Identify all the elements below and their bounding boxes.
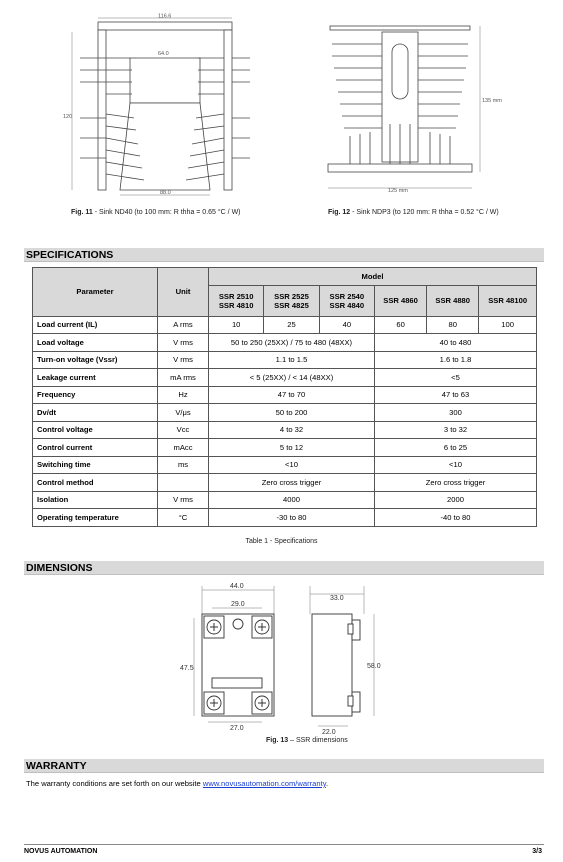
- side-dim-height: 58.0: [367, 663, 381, 670]
- row-value-left: <10: [209, 456, 375, 474]
- row-value-right: Zero cross trigger: [375, 474, 537, 492]
- specifications-table: [32, 267, 537, 527]
- side-dim-bottom: 22.0: [322, 729, 336, 736]
- row-value-right: <10: [375, 456, 537, 474]
- front-dim-width: 44.0: [230, 583, 244, 590]
- row-param: Load voltage: [33, 334, 158, 352]
- row-value-left: 4 to 32: [209, 421, 375, 439]
- nd40-dim-inner: 64.0: [158, 51, 169, 57]
- row-value-right: 40 to 480: [375, 334, 537, 352]
- row-value-left: 47 to 70: [209, 386, 375, 404]
- side-dim-depth: 33.0: [330, 595, 344, 602]
- row-param: Leakage current: [33, 369, 158, 387]
- front-dim-bottom: 27.0: [230, 725, 244, 732]
- row-unit: [158, 474, 209, 492]
- row-value-left: 5 to 12: [209, 439, 375, 457]
- row-unit: Hz: [158, 386, 209, 404]
- heatsink-ndp3-drawing: [320, 24, 510, 196]
- footer-divider: [24, 844, 544, 845]
- row-unit: V rms: [158, 351, 209, 369]
- row-param: Control method: [33, 474, 158, 492]
- unit-header: Unit: [158, 268, 209, 317]
- table-row: [33, 491, 537, 509]
- model-col-2: SSR 2525 SSR 4825: [264, 285, 319, 316]
- fig11-caption: Fig. 11 - Sink ND40 (to 100 mm: R thha = 0.65 °C / W): [71, 209, 241, 216]
- row-param: Frequency: [33, 386, 158, 404]
- row-cell: 60: [375, 316, 427, 334]
- param-header: Parameter: [33, 268, 158, 317]
- row-param: Control current: [33, 439, 158, 457]
- nd40-dim-top: 116.6: [158, 13, 172, 20]
- row-value-left: < 5 (25XX) / < 14 (48XX): [209, 369, 375, 387]
- table-row: [33, 456, 537, 474]
- model-col-1: SSR 2510 SSR 4810: [209, 285, 264, 316]
- row-unit: V rms: [158, 334, 209, 352]
- row-value-left: Zero cross trigger: [209, 474, 375, 492]
- table-row: [33, 386, 537, 404]
- table-row: [33, 351, 537, 369]
- row-param: Load current (IL): [33, 316, 158, 334]
- row-value-right: 47 to 63: [375, 386, 537, 404]
- table-caption: Table 1 - Specifications: [245, 538, 318, 545]
- table-row: [33, 316, 537, 334]
- fig13-caption: Fig. 13 – SSR dimensions: [266, 737, 348, 744]
- row-value-right: -40 to 80: [375, 509, 537, 527]
- row-unit: mAcc: [158, 439, 209, 457]
- ssr-side-view-drawing: [300, 584, 386, 736]
- front-dim-height: 47.5: [180, 665, 194, 672]
- table-row: [33, 404, 537, 422]
- heatsink-nd40-drawing: [60, 13, 260, 198]
- ndp3-dim-width: 125 mm: [388, 188, 408, 194]
- table-row: [33, 474, 537, 492]
- row-value-left: 50 to 250 (25XX) / 75 to 480 (48XX): [209, 334, 375, 352]
- row-value-right: 3 to 32: [375, 421, 537, 439]
- row-value-right: 6 to 25: [375, 439, 537, 457]
- row-cell: 10: [209, 316, 264, 334]
- row-value-left: 1.1 to 1.5: [209, 351, 375, 369]
- nd40-dim-bottom: 88.0: [160, 190, 171, 196]
- row-param: Control voltage: [33, 421, 158, 439]
- table-row: [33, 334, 537, 352]
- footer-page-number: 3/3: [532, 848, 542, 855]
- row-param: Turn-on voltage (Vssr): [33, 351, 158, 369]
- footer-company: NOVUS AUTOMATION: [24, 848, 98, 855]
- model-col-4: SSR 4860: [375, 285, 427, 316]
- fig12-caption: Fig. 12 - Sink NDP3 (to 120 mm: R thha = 0.52 °C / W): [328, 209, 499, 216]
- specifications-heading: SPECIFICATIONS: [24, 248, 544, 262]
- row-value-left: -30 to 80: [209, 509, 375, 527]
- row-value-right: <5: [375, 369, 537, 387]
- row-unit: mA rms: [158, 369, 209, 387]
- row-value-right: 1.6 to 1.8: [375, 351, 537, 369]
- row-cell: 100: [479, 316, 537, 334]
- row-param: Isolation: [33, 491, 158, 509]
- model-col-3: SSR 2540 SSR 4840: [319, 285, 374, 316]
- row-value-left: 4000: [209, 491, 375, 509]
- ssr-front-view-drawing: [178, 584, 278, 736]
- row-unit: ms: [158, 456, 209, 474]
- row-param: Switching time: [33, 456, 158, 474]
- table-row: [33, 509, 537, 527]
- warranty-text: The warranty conditions are set forth on our website www.novusautomation.com/warranty.: [26, 779, 329, 788]
- warranty-link[interactable]: www.novusautomation.com/warranty: [202, 779, 326, 788]
- model-header: Model: [209, 268, 537, 286]
- row-value-right: 2000: [375, 491, 537, 509]
- table-row: [33, 369, 537, 387]
- row-unit: Vcc: [158, 421, 209, 439]
- row-unit: V/μs: [158, 404, 209, 422]
- ndp3-dim-height: 135 mm: [482, 98, 502, 104]
- dimensions-heading: DIMENSIONS: [24, 561, 544, 575]
- row-cell: 80: [427, 316, 479, 334]
- row-unit: °C: [158, 509, 209, 527]
- row-cell: 40: [319, 316, 374, 334]
- model-col-6: SSR 48100: [479, 285, 537, 316]
- row-param: Operating temperature: [33, 509, 158, 527]
- nd40-dim-height: 120: [63, 114, 73, 120]
- table-row: [33, 421, 537, 439]
- front-dim-hole-spacing: 29.0: [231, 601, 245, 608]
- row-param: Dv/dt: [33, 404, 158, 422]
- row-unit: V rms: [158, 491, 209, 509]
- row-value-right: 300: [375, 404, 537, 422]
- warranty-heading: WARRANTY: [24, 759, 544, 773]
- model-col-5: SSR 4880: [427, 285, 479, 316]
- row-cell: 25: [264, 316, 319, 334]
- table-row: [33, 439, 537, 457]
- row-unit: A rms: [158, 316, 209, 334]
- row-value-left: 50 to 200: [209, 404, 375, 422]
